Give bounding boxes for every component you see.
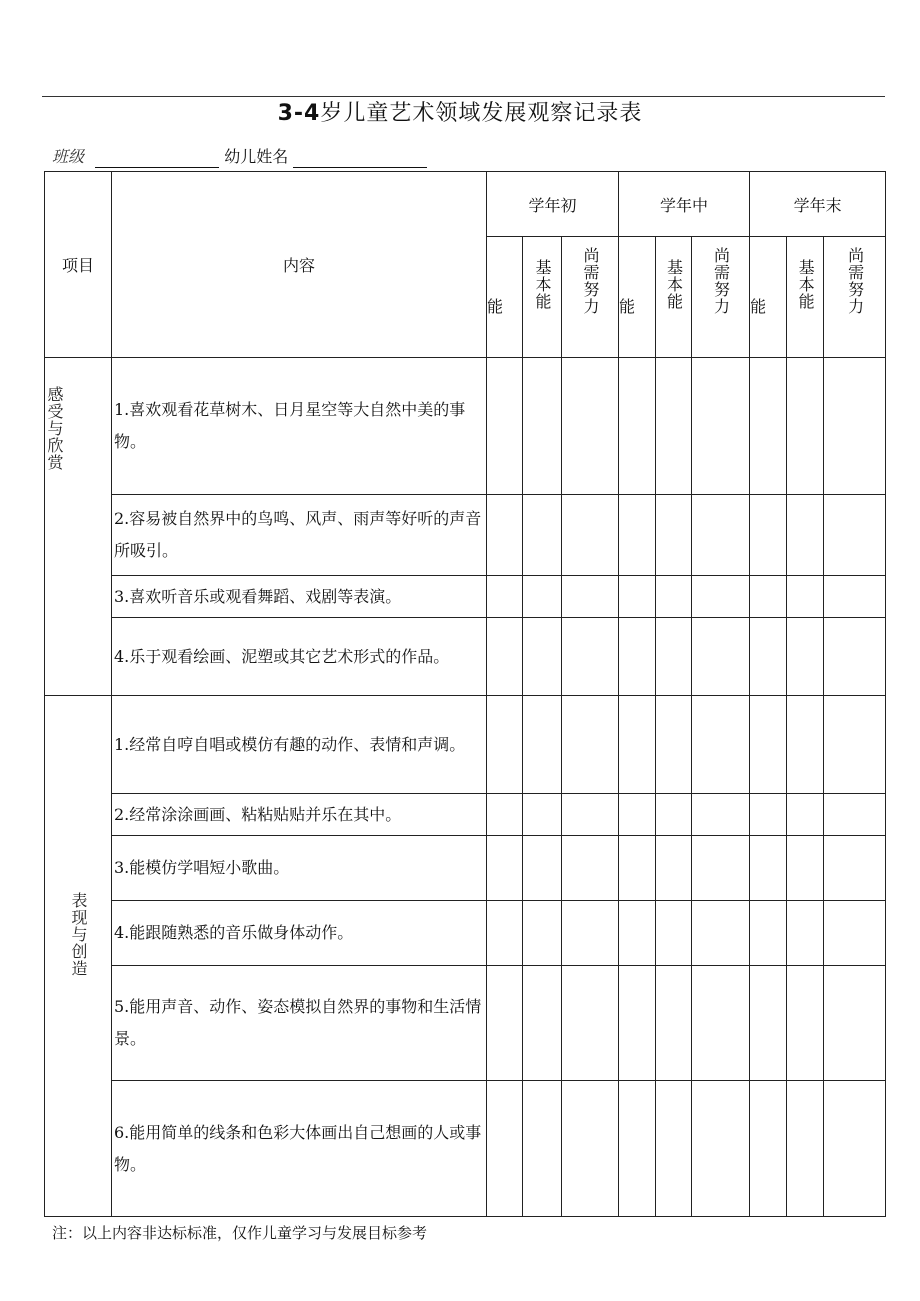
rating-cell[interactable] bbox=[692, 618, 750, 696]
rating-label: 基本能 bbox=[796, 259, 816, 310]
rating-cell[interactable] bbox=[787, 1081, 824, 1217]
rating-cell[interactable] bbox=[787, 836, 824, 901]
rating-cell[interactable] bbox=[692, 576, 750, 618]
child-name-field[interactable] bbox=[293, 149, 427, 168]
rating-cell[interactable] bbox=[619, 836, 656, 901]
rating-cell[interactable] bbox=[824, 696, 886, 794]
table-row bbox=[45, 901, 886, 966]
rating-label: 基本能 bbox=[533, 259, 552, 310]
class-label: 班级 bbox=[52, 147, 85, 166]
rating-cell[interactable] bbox=[656, 794, 692, 836]
rating-cell[interactable] bbox=[750, 966, 787, 1081]
header-rating-can-1 bbox=[619, 237, 656, 358]
title-text: 岁儿童艺术领域发展观察记录表 bbox=[320, 101, 643, 126]
rating-cell[interactable] bbox=[562, 1081, 619, 1217]
rating-cell[interactable] bbox=[750, 495, 787, 576]
rating-cell[interactable] bbox=[692, 966, 750, 1081]
header-period-start: 学年初 bbox=[487, 172, 619, 237]
rating-cell[interactable] bbox=[824, 495, 886, 576]
rating-label: 能 bbox=[619, 296, 636, 316]
rating-cell[interactable] bbox=[487, 794, 523, 836]
rating-cell[interactable] bbox=[692, 358, 750, 495]
child-name-label: 幼儿姓名 bbox=[224, 147, 289, 166]
rating-cell[interactable] bbox=[619, 794, 656, 836]
rating-cell[interactable] bbox=[523, 696, 562, 794]
rating-cell[interactable] bbox=[523, 495, 562, 576]
rating-cell[interactable] bbox=[824, 358, 886, 495]
rating-cell[interactable] bbox=[523, 618, 562, 696]
rating-cell[interactable] bbox=[523, 576, 562, 618]
rating-cell[interactable] bbox=[824, 836, 886, 901]
rating-cell[interactable] bbox=[656, 358, 692, 495]
rating-cell[interactable] bbox=[750, 901, 787, 966]
table-row bbox=[45, 836, 886, 901]
rating-cell[interactable] bbox=[824, 1081, 886, 1217]
rating-cell[interactable] bbox=[750, 794, 787, 836]
rating-cell[interactable] bbox=[562, 966, 619, 1081]
rating-cell[interactable] bbox=[562, 696, 619, 794]
rating-cell[interactable] bbox=[487, 358, 523, 495]
rating-cell[interactable] bbox=[787, 794, 824, 836]
item-content: 2.容易被自然界中的鸟鸣、风声、雨声等好听的声音所吸引。 bbox=[112, 495, 487, 576]
rating-cell[interactable] bbox=[692, 495, 750, 576]
item-content: 4.乐于观看绘画、泥塑或其它艺术形式的作品。 bbox=[112, 618, 487, 696]
item-content: 5.能用声音、动作、姿态模拟自然界的事物和生活情景。 bbox=[112, 966, 487, 1081]
rating-cell[interactable] bbox=[487, 901, 523, 966]
table-row bbox=[45, 576, 886, 618]
rating-cell[interactable] bbox=[750, 358, 787, 495]
rating-cell[interactable] bbox=[523, 901, 562, 966]
header-rating-basic-0 bbox=[523, 237, 562, 358]
rating-cell[interactable] bbox=[487, 618, 523, 696]
header-rating-can-2 bbox=[750, 237, 787, 358]
rating-cell[interactable] bbox=[692, 901, 750, 966]
rating-cell[interactable] bbox=[824, 901, 886, 966]
rating-cell[interactable] bbox=[787, 618, 824, 696]
rating-cell[interactable] bbox=[619, 966, 656, 1081]
table-row bbox=[45, 966, 886, 1081]
rating-cell[interactable] bbox=[487, 495, 523, 576]
rating-cell[interactable] bbox=[619, 696, 656, 794]
rating-cell[interactable] bbox=[787, 696, 824, 794]
rating-cell[interactable] bbox=[523, 966, 562, 1081]
table-row bbox=[45, 696, 886, 794]
rating-cell[interactable] bbox=[487, 576, 523, 618]
category-label: 感受与欣赏 bbox=[45, 386, 64, 471]
category-cell bbox=[45, 358, 112, 696]
rating-cell[interactable] bbox=[562, 495, 619, 576]
item-content: 2.经常涂涂画画、粘粘贴贴并乐在其中。 bbox=[112, 794, 487, 836]
top-rule bbox=[42, 96, 885, 97]
rating-cell[interactable] bbox=[692, 836, 750, 901]
rating-cell[interactable] bbox=[523, 794, 562, 836]
rating-cell[interactable] bbox=[656, 618, 692, 696]
rating-cell[interactable] bbox=[787, 901, 824, 966]
rating-cell[interactable] bbox=[487, 836, 523, 901]
rating-cell[interactable] bbox=[692, 696, 750, 794]
rating-cell[interactable] bbox=[619, 618, 656, 696]
rating-cell[interactable] bbox=[523, 1081, 562, 1217]
table-row bbox=[45, 618, 886, 696]
rating-cell[interactable] bbox=[750, 576, 787, 618]
rating-cell[interactable] bbox=[750, 836, 787, 901]
rating-label: 基本能 bbox=[664, 259, 684, 310]
class-field[interactable] bbox=[95, 149, 219, 168]
header-period-end: 学年末 bbox=[750, 172, 886, 237]
form-meta bbox=[52, 146, 427, 168]
header-rating-needs-effort-0 bbox=[562, 237, 619, 358]
table-row bbox=[45, 495, 886, 576]
category-label: 表现与创造 bbox=[69, 891, 88, 977]
rating-cell[interactable] bbox=[750, 696, 787, 794]
rating-cell[interactable] bbox=[656, 836, 692, 901]
rating-label: 尚需努力 bbox=[581, 247, 601, 315]
rating-cell[interactable] bbox=[750, 1081, 787, 1217]
rating-cell[interactable] bbox=[787, 966, 824, 1081]
item-content: 1.喜欢观看花草树木、日月星空等大自然中美的事物。 bbox=[112, 358, 487, 495]
rating-cell[interactable] bbox=[656, 901, 692, 966]
table-row bbox=[45, 358, 886, 495]
rating-cell[interactable] bbox=[692, 1081, 750, 1217]
rating-cell[interactable] bbox=[619, 576, 656, 618]
rating-cell[interactable] bbox=[692, 794, 750, 836]
header-rating-basic-1 bbox=[656, 237, 692, 358]
rating-cell[interactable] bbox=[523, 358, 562, 495]
rating-cell[interactable] bbox=[619, 901, 656, 966]
rating-label: 能 bbox=[487, 296, 504, 316]
observation-table bbox=[44, 171, 886, 1217]
rating-cell[interactable] bbox=[750, 618, 787, 696]
rating-cell[interactable] bbox=[787, 495, 824, 576]
rating-cell[interactable] bbox=[656, 966, 692, 1081]
header-period-mid: 学年中 bbox=[619, 172, 750, 237]
item-content: 3.喜欢听音乐或观看舞蹈、戏剧等表演。 bbox=[112, 576, 487, 618]
rating-cell[interactable] bbox=[787, 358, 824, 495]
rating-cell[interactable] bbox=[562, 794, 619, 836]
rating-cell[interactable] bbox=[824, 966, 886, 1081]
item-content: 6.能用简单的线条和色彩大体画出自己想画的人或事物。 bbox=[112, 1081, 487, 1217]
header-rating-can-0 bbox=[487, 237, 523, 358]
page-title bbox=[0, 100, 920, 128]
rating-cell[interactable] bbox=[562, 618, 619, 696]
rating-label: 能 bbox=[750, 296, 767, 316]
rating-label: 尚需努力 bbox=[845, 247, 865, 315]
rating-cell[interactable] bbox=[787, 576, 824, 618]
footnote: 注：以上内容非达标标准，仅作儿童学习与发展目标参考 bbox=[52, 1224, 428, 1242]
header-rating-needs-effort-2 bbox=[824, 237, 886, 358]
rating-cell[interactable] bbox=[562, 836, 619, 901]
rating-cell[interactable] bbox=[656, 495, 692, 576]
rating-cell[interactable] bbox=[562, 901, 619, 966]
rating-cell[interactable] bbox=[487, 696, 523, 794]
table-row bbox=[45, 794, 886, 836]
title-age-range: 3-4 bbox=[277, 101, 321, 126]
rating-cell[interactable] bbox=[824, 618, 886, 696]
item-content: 1.经常自哼自唱或模仿有趣的动作、表情和声调。 bbox=[112, 696, 487, 794]
rating-cell[interactable] bbox=[656, 696, 692, 794]
rating-cell[interactable] bbox=[656, 1081, 692, 1217]
rating-cell[interactable] bbox=[619, 358, 656, 495]
rating-cell[interactable] bbox=[824, 576, 886, 618]
rating-cell[interactable] bbox=[562, 358, 619, 495]
item-content: 4.能跟随熟悉的音乐做身体动作。 bbox=[112, 901, 487, 966]
header-content: 内容 bbox=[112, 172, 487, 358]
rating-cell[interactable] bbox=[487, 1081, 523, 1217]
rating-cell[interactable] bbox=[562, 576, 619, 618]
item-content: 3.能模仿学唱短小歌曲。 bbox=[112, 836, 487, 901]
rating-label: 尚需努力 bbox=[711, 247, 731, 315]
rating-cell[interactable] bbox=[619, 1081, 656, 1217]
rating-cell[interactable] bbox=[656, 576, 692, 618]
header-rating-basic-2 bbox=[787, 237, 824, 358]
rating-cell[interactable] bbox=[824, 794, 886, 836]
header-rating-needs-effort-1 bbox=[692, 237, 750, 358]
rating-cell[interactable] bbox=[619, 495, 656, 576]
rating-cell[interactable] bbox=[487, 966, 523, 1081]
rating-cell[interactable] bbox=[523, 836, 562, 901]
table-row bbox=[45, 1081, 886, 1217]
category-cell bbox=[45, 696, 112, 1217]
header-item: 项目 bbox=[45, 172, 112, 358]
